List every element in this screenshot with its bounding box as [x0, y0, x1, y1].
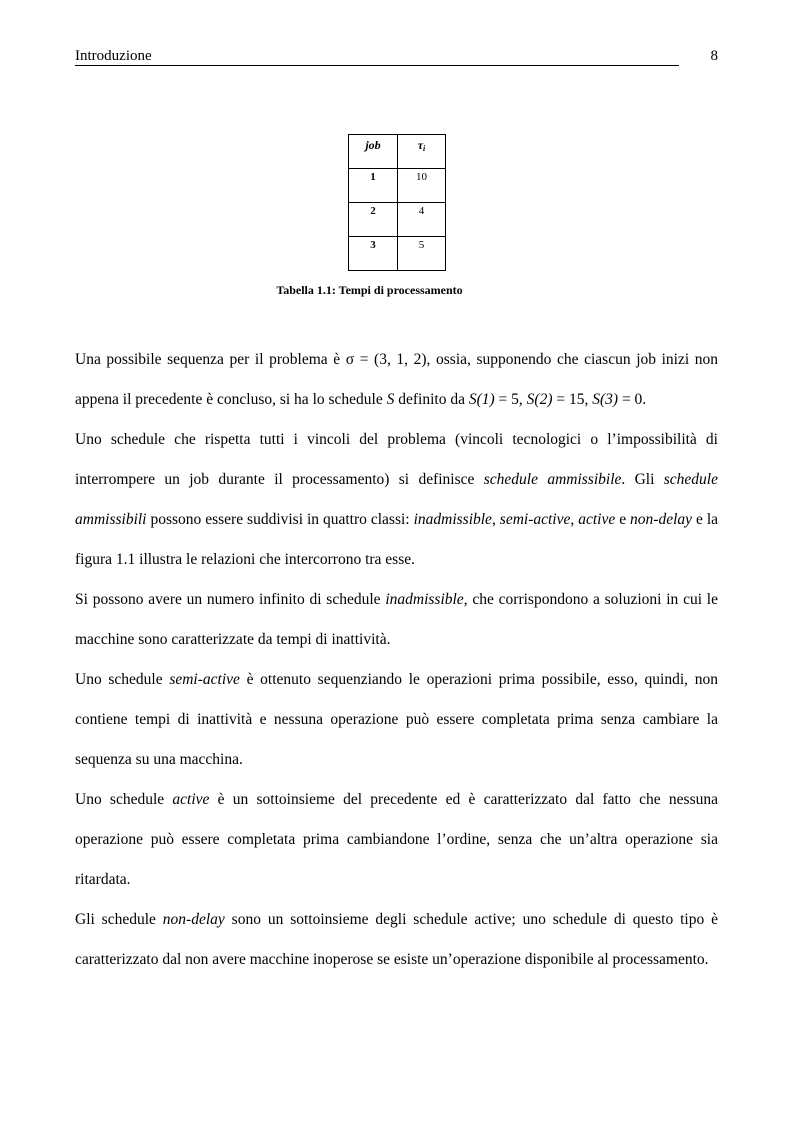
text-run: Uno schedule — [75, 791, 173, 808]
text-run: , che corrispondono a soluzioni in cui le macchine sono caratterizzate da tempi di inattività. — [75, 591, 718, 648]
italic-run: schedule ammissibili — [75, 471, 718, 528]
italic-run: S(1) — [468, 391, 495, 408]
italic-run: non-delay — [630, 511, 693, 528]
text-run: è un sottoinsieme del precedente ed è caratterizzato dal fatto che nessuna operazione può essere completata prima cambiandone l’ordine, senza che un’altra operazione sia ritardata. — [75, 791, 718, 888]
italic-run: active — [172, 791, 210, 808]
job-cell: 3 — [349, 237, 398, 271]
italic-run: active — [578, 511, 616, 528]
italic-run: S(2) — [526, 391, 553, 408]
body-text — [75, 340, 718, 980]
text-run: Gli schedule — [75, 911, 163, 928]
paragraph-6 — [75, 900, 718, 980]
italic-run: schedule ammissibile — [483, 471, 622, 488]
paragraph-5 — [75, 780, 718, 900]
page-header — [75, 47, 718, 67]
italic-run: S(3) — [592, 391, 619, 408]
text-run: possono essere suddivisi in quattro classi: — [146, 511, 414, 528]
processing-times-table — [348, 134, 446, 271]
italic-run: inadmissible — [385, 591, 464, 608]
text-run: e — [615, 511, 631, 528]
tau-cell: 5 — [398, 237, 446, 271]
text-run: Una possibile sequenza per il problema è σ = (3, 1, 2), ossia, supponendo che ciascun job inizi non appena il precedente è concluso, si ha lo schedule — [75, 351, 718, 408]
text-run: , — [491, 511, 500, 528]
tau-cell: 4 — [398, 203, 446, 237]
paragraph-1 — [75, 340, 718, 420]
italic-run: semi-active — [169, 671, 240, 688]
header-job: job — [349, 135, 398, 169]
text-run: = 0. — [618, 391, 647, 408]
italic-run: S — [386, 391, 395, 408]
italic-run: inadmissible — [413, 511, 492, 528]
paragraph-4 — [75, 660, 718, 780]
job-cell: 2 — [349, 203, 398, 237]
header-title: Introduzione — [75, 48, 152, 64]
text-run: , — [570, 511, 579, 528]
paragraph-2 — [75, 420, 718, 580]
text-run: Uno schedule — [75, 671, 170, 688]
job-cell: 1 — [349, 169, 398, 203]
tau-symbol: τ — [417, 138, 424, 152]
table-caption: Tabella 1.1: Tempi di processamento — [276, 283, 463, 297]
tau-cell: 10 — [398, 169, 446, 203]
italic-run: semi-active — [499, 511, 571, 528]
tau-subscript: i — [423, 144, 426, 153]
text-run: è ottenuto sequenziando le operazioni prima possibile, esso, quindi, non contiene tempi di inattività e nessuna operazione può essere completata prima senza cambiare la sequenza su una macchina. — [75, 671, 718, 768]
text-run: definito da — [394, 391, 469, 408]
text-run: Uno schedule che rispetta tutti i vincoli del problema (vincoli tecnologici o l’impossibilità di interrompere un job durante il processamento) si definisce — [75, 431, 718, 488]
text-run: . Gli — [621, 471, 664, 488]
table-row — [349, 237, 446, 271]
text-run: = 15, — [552, 391, 593, 408]
header-rule — [75, 65, 679, 66]
page-number: 8 — [710, 48, 718, 64]
text-run: Si possono avere un numero infinito di schedule — [75, 591, 386, 608]
italic-run: non-delay — [162, 911, 225, 928]
table-header-row — [349, 135, 446, 169]
text-run: e la figura 1.1 illustra le relazioni che intercorrono tra esse. — [75, 511, 719, 568]
text-run: sono un sottoinsieme degli schedule active; uno schedule di questo tipo è caratterizzato dal non avere macchine inoperose se esiste un’operazione disponibile al processamento. — [75, 911, 718, 968]
text-run: = 5, — [494, 391, 527, 408]
header-tau — [398, 135, 446, 169]
table-row — [349, 169, 446, 203]
table-row — [349, 203, 446, 237]
paragraph-3 — [75, 580, 718, 660]
